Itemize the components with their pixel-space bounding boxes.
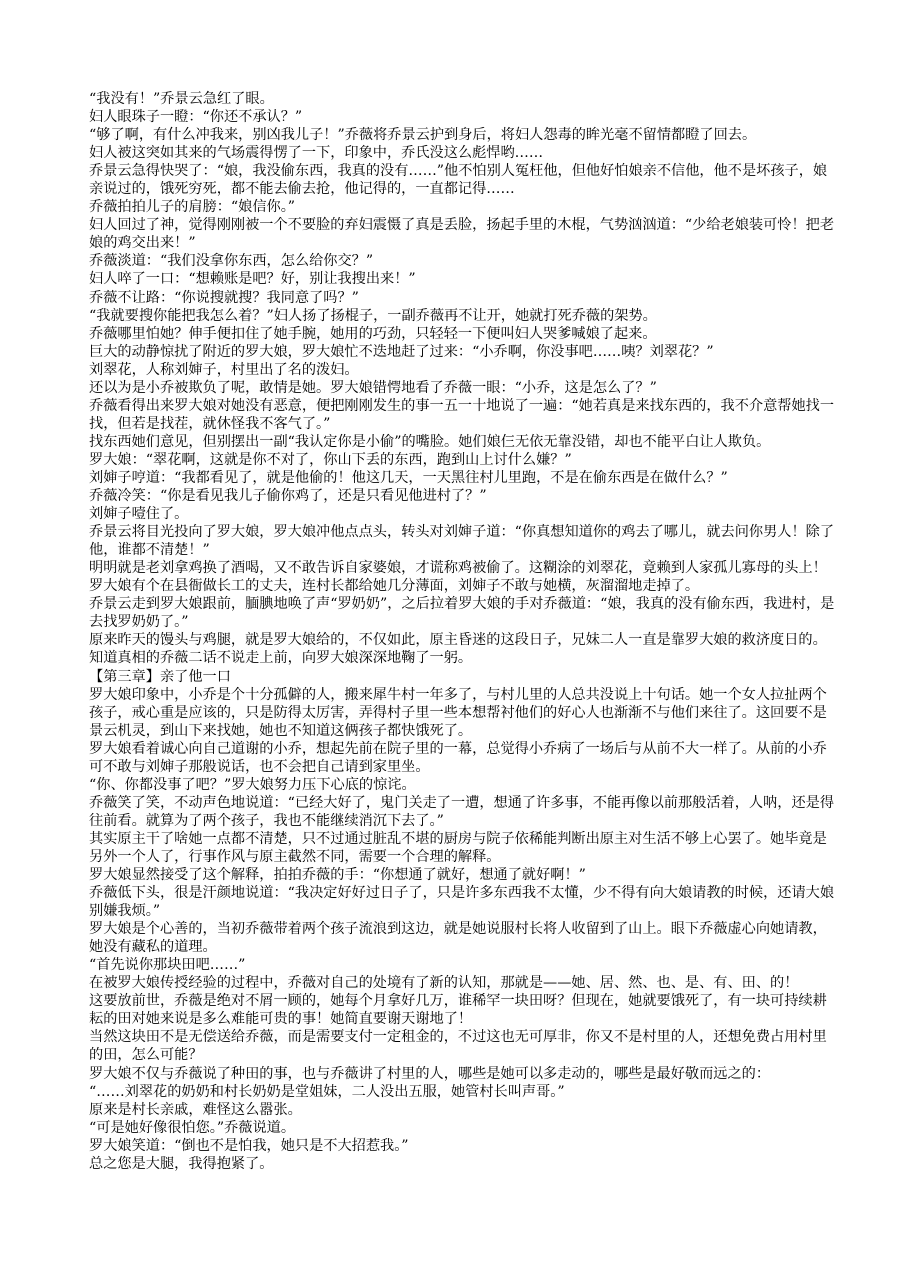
paragraph: 总之您是大腿，我得抱紧了。 xyxy=(89,1155,274,1172)
paragraph: 罗大娘显然接受了这个解释，拍拍乔薇的手：“你想通了就好，想通了就好啊！” xyxy=(89,867,586,884)
paragraph: 罗大娘看着诚心向自己道谢的小乔，想起先前在院子里的一幕，总觉得小乔病了一场后与从前不大一样了。从前的小乔可不敢与刘婶子那般说话，也不会把自己请到家里坐。 xyxy=(89,740,827,775)
paragraph: 罗大娘：“翠花啊，这就是你不对了，你山下丢的东西，跑到山上讨什么嫌？” xyxy=(89,451,572,468)
paragraph: 乔景云走到罗大娘跟前，腼腆地唤了声“罗奶奶”，之后拉着罗大娘的手对乔薇道：“娘，我真的没有偷东西，我进村，是去找罗奶奶了。” xyxy=(89,596,835,631)
paragraph: 妇人啐了一口：“想赖账是吧？好，别让我搜出来！” xyxy=(89,271,416,288)
paragraph: “首先说你那块田吧……” xyxy=(89,957,246,974)
paragraph: “……刘翠花的奶奶和村长奶奶是堂姐妹，二人没出五服，她管村长叫声哥。” xyxy=(89,1083,565,1100)
paragraph: 乔薇笑了笑，不动声色地说道：“已经大好了，鬼门关走了一遭，想通了许多事，不能再像以前那般活着，人呐，还是得往前看。就算为了两个孩子，我也不能继续消沉下去了。” xyxy=(89,794,835,829)
paragraph: 罗大娘印象中，小乔是个十分孤僻的人，搬来犀牛村一年多了，与村儿里的人总共没说上十句话。她一个女人拉扯两个孩子，戒心重是应该的，只是防得太厉害，弄得村子里一些本想帮衬他们的好心人也渐渐不与他们来往了。这回要不是景云机灵，到山下来找她，她也不知道这俩孩子都快饿死了。 xyxy=(89,686,827,739)
paragraph: “我没有！”乔景云急红了眼。 xyxy=(89,91,274,107)
paragraph: 乔景云急得快哭了：“娘，我没偷东西，我真的没有……”他不怕别人冤枉他，但他好怕娘亲不信他，他不是坏孩子，娘亲说过的，饿死穷死，都不能去偷去抢，他记得的，一直都记得…… xyxy=(89,163,828,198)
paragraph: 妇人被这突如其来的气场震得愣了一下，印象中，乔氏没这么彪悍哟…… xyxy=(89,145,544,162)
paragraph: 妇人眼珠子一瞪：“你还不承认？” xyxy=(89,109,303,126)
paragraph: 乔薇淡道：“我们没拿你东西，怎么给你交？” xyxy=(89,253,374,270)
paragraph: “我就要搜你能把我怎么着？”妇人扬了扬棍子，一副乔薇再不让开，她就打死乔薇的架势。 xyxy=(89,307,657,324)
chapter-heading: 【第三章】亲了他一口 xyxy=(89,668,231,685)
document-body xyxy=(89,90,835,1173)
paragraph: 巨大的动静惊扰了附近的罗大娘，罗大娘忙不迭地赶了过来：“小乔啊，你没事吧……咦？刘翠花？” xyxy=(89,343,714,360)
paragraph: 还以为是小乔被欺负了呢，敢情是她。罗大娘错愕地看了乔薇一眼：“小乔，这是怎么了？” xyxy=(89,379,657,396)
paragraph: 乔薇哪里怕她？伸手便扣住了她手腕，她用的巧劲，只轻轻一下便叫妇人哭爹喊娘了起来。 xyxy=(89,325,657,342)
paragraph: 当然这块田不是无偿送给乔薇，而是需要支付一定租金的，不过这也无可厚非，你又不是村里的人，还想免费占用村里的田，怎么可能？ xyxy=(89,1029,827,1064)
paragraph: 乔薇不让路：“你说搜就搜？我同意了吗？” xyxy=(89,289,359,306)
paragraph: 乔薇低下头，很是汗颜地说道：“我决定好好过日子了，只是许多东西我不太懂，少不得有向大娘请教的时候，还请大娘别嫌我烦。” xyxy=(89,885,835,920)
paragraph: 知道真相的乔薇二话不说走上前，向罗大娘深深地鞠了一躬。 xyxy=(89,650,473,667)
paragraph: 罗大娘不仅与乔薇说了种田的事，也与乔薇讲了村里的人，哪些是她可以多走动的，哪些是最好敬而远之的： xyxy=(89,1065,771,1082)
paragraph: “你、你都没事了吧？”罗大娘努力压下心底的惊诧。 xyxy=(89,776,416,793)
paragraph: 明明就是老刘拿鸡换了酒喝，又不敢告诉自家婆娘，才谎称鸡被偷了。这糊涂的刘翠花，竟赖到人家孤儿寡母的头上！ xyxy=(89,560,827,577)
paragraph: “可是她好像很怕您。”乔薇说道。 xyxy=(89,1119,296,1136)
paragraph: 刘翠花，人称刘婶子，村里出了名的泼妇。 xyxy=(89,361,359,378)
paragraph: “够了啊，有什么冲我来，别凶我儿子！”乔薇将乔景云护到身后，将妇人怨毒的眸光毫不留情都瞪了回去。 xyxy=(89,127,757,144)
paragraph: 在被罗大娘传授经验的过程中，乔薇对自己的处境有了新的认知，那就是——她、居、然、也、是、有、田、的！ xyxy=(89,975,799,992)
paragraph: 原来是村长亲戚，难怪这么嚣张。 xyxy=(89,1101,302,1118)
paragraph: 乔景云将目光投向了罗大娘，罗大娘冲他点点头，转头对刘婶子道：“你真想知道你的鸡去了哪儿，就去问你男人！除了他，谁都不清楚！” xyxy=(89,524,835,559)
paragraph: 找东西她们意见，但别摆出一副“我认定你是小偷”的嘴脸。她们娘仨无依无靠没错，却也不能平白让人欺负。 xyxy=(89,433,771,450)
paragraph: 原来昨天的馒头与鸡腿，就是罗大娘给的，不仅如此，原主昏迷的这段日子，兄妹二人一直是靠罗大娘的救济度日的。 xyxy=(89,632,827,649)
paragraph: 刘婶子哼道：“我都看见了，就是他偷的！他这几天，一天黑往村儿里跑，不是在偷东西是在做什么？” xyxy=(89,469,728,486)
paragraph: 这要放前世，乔薇是绝对不屑一顾的，她每个月拿好几万，谁稀罕一块田呀？但现在，她就要饿死了，有一块可持续耕耘的田对她来说是多么难能可贵的事！她简直要谢天谢地了！ xyxy=(89,993,827,1028)
paragraph: 罗大娘笑道：“倒也不是怕我，她只是不大招惹我。” xyxy=(89,1137,409,1154)
paragraph: 罗大娘有个在县衙做长工的丈夫，连村长都给她几分薄面，刘婶子不敢与她横，灰溜溜地走掉了。 xyxy=(89,578,700,595)
paragraph: 乔薇拍拍儿子的肩膀：“娘信你。” xyxy=(89,199,296,216)
paragraph: 乔薇看得出来罗大娘对她没有恶意，便把刚刚发生的事一五一十地说了一遍：“她若真是来找东西的，我不介意帮她找一找，但若是找茬，就休怪我不客气了。” xyxy=(89,397,835,432)
paragraph: 妇人回过了神，觉得刚刚被一个不要脸的弃妇震慑了真是丢脸，扬起手里的木棍，气势汹汹道：“少给老娘装可怜！把老娘的鸡交出来！” xyxy=(89,217,835,252)
paragraph: 罗大娘是个心善的，当初乔薇带着两个孩子流浪到这边，就是她说服村长将人收留到了山上。眼下乔薇虚心向她请教，她没有藏私的道理。 xyxy=(89,921,827,956)
paragraph: 乔薇冷笑：“你是看见我儿子偷你鸡了，还是只看见他进村了？” xyxy=(89,488,487,505)
paragraph: 其实原主干了啥她一点都不清楚，只不过通过脏乱不堪的厨房与院子依稀能判断出原主对生活不够上心罢了。她毕竟是另外一个人了，行事作风与原主截然不同，需要一个合理的解释。 xyxy=(89,830,827,865)
paragraph: 刘婶子噎住了。 xyxy=(89,506,189,523)
